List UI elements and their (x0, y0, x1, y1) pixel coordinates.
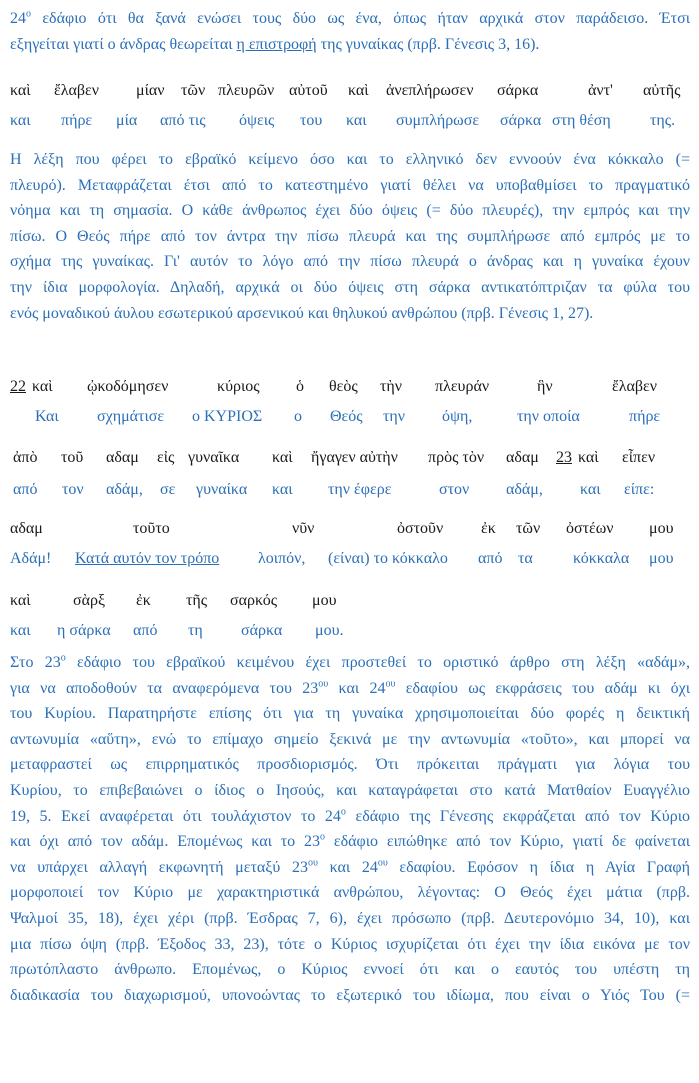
modern-word: κόκκαλα (573, 550, 630, 567)
commentary-line: μια πίσω όψη (πρβ. Έξοδος 33, 23), τότε ο Κύριος ισχυρίζεται ότι έχει την ίδια εικόνα με τον (10, 935, 690, 953)
modern-word: της. (650, 112, 676, 129)
greek-word: καὶ (272, 449, 293, 466)
modern-word: από (478, 550, 503, 567)
modern-word: και (346, 112, 367, 129)
modern-word: από (133, 622, 158, 639)
greek-word: εἰς (157, 449, 175, 466)
greek-word: καὶ (578, 449, 599, 466)
commentary-line: πρωτόπλαστο άνθρωπο. Επομένως, ο Κύριος εννοεί ότι και ο εαυτός του υπέστη τη (10, 961, 690, 979)
commentary-line: αντωνυμία «αὕτη», ενώ το επίμαχο σημείο ξεκινά με την αντωνυμία «τοῦτο», και μπορεί να (10, 730, 690, 748)
modern-word: στον (439, 481, 470, 498)
greek-word: ᾠκοδόμησεν (87, 378, 169, 395)
modern-word: την έφερε (328, 481, 392, 498)
modern-word: λοιπόν, (258, 550, 306, 567)
underlined-phrase: η επιστροφή (236, 35, 317, 53)
intro-paragraph (10, 6, 690, 57)
modern-word: η σάρκα (57, 622, 111, 639)
commentary-line: σχήμα της γυναίκας. Γι' αυτόν το λόγο από την πίσω πλευρά ο άνδρας και η γυναίκα έχουν (10, 253, 690, 271)
modern-word: πήρε (629, 408, 661, 425)
interlinear-3-modern (10, 479, 690, 501)
verse-number: 23 (556, 449, 572, 466)
greek-word: εἶπεν (622, 449, 656, 466)
commentary-line: μορφοποιεί τον Κύριο με χαρακτηριστικά ανθρώπου, λέγοντας: Ο Θεός έχει μάτια (πρβ. (10, 884, 690, 902)
greek-word: ἣν (537, 378, 553, 395)
modern-word: Θεός (330, 408, 363, 425)
interlinear-3-greek (10, 447, 690, 469)
modern-word: σε (160, 481, 176, 498)
greek-word: ὁ (296, 378, 304, 395)
commentary-line: ενός μοναδικού άυλου εσωτερικού αρσενικού και θηλυκού ανθρώπου (πρβ. Γένεσις 1, 27). (10, 304, 594, 322)
modern-word: αδάμ, (106, 481, 143, 498)
greek-word: τῆς (186, 592, 208, 609)
interlinear-2-greek (10, 376, 690, 398)
greek-word: σαρκός (230, 592, 278, 609)
interlinear-5-greek (10, 590, 690, 612)
greek-word: ἔλαβεν (612, 378, 657, 395)
greek-word: κύριος (217, 378, 260, 395)
commentary-line: πίσω. Ο Θεός πήρε από τον άντρα την πίσω πλευρά και της συμπλήρωσε από εμπρός με το (10, 227, 690, 245)
commentary-line: την ίδια μορφολογία. Δηλαδή, αρχικά οι δύο όψεις στη σάρκα αντικατόπτριζαν τα φύλα του (10, 278, 690, 296)
modern-word: σχημάτισε (97, 408, 165, 425)
commentary-paragraph-1 (10, 147, 690, 326)
commentary-line: του Κυρίου. Παρατηρήστε επίσης ότι για τη γυναίκα χρησιμοποιείται δύο φορές η δεικτική (10, 705, 690, 723)
commentary-line: να υπάρχει αλλαγή εκφωνητή μεταξύ $23^{o\upsilon}$ και $24^{o\upsilon}$ εδαφίου. Εφόσον η ίδια η Αγία Γραφή (10, 857, 691, 876)
interlinear-1-modern (10, 110, 690, 132)
modern-word: τα (518, 550, 533, 567)
commentary-line: 19, 5. Εκεί αναφέρεται ότι τουλάχιστον το $24^o$ εδάφιο της Γένεσης εκφράζεται από τον Κύριο (10, 806, 691, 825)
greek-word: μου (649, 520, 674, 537)
commentary-paragraph-2 (10, 650, 690, 1008)
interlinear-4-greek (10, 518, 690, 540)
modern-word: σάρκα (241, 622, 283, 639)
greek-word: σάρκα (497, 82, 539, 99)
modern-word: Αδάμ! (10, 550, 52, 567)
commentary-line: Η λέξη που φέρει το εβραϊκό κείμενο όσο και το ελληνικό δεν εννοούν ένα κόκκαλο (= (10, 151, 690, 168)
greek-word: καὶ (10, 82, 31, 99)
greek-word: μίαν (136, 82, 165, 99)
underlined-phrase: Κατά αυτόν τον τρόπο (75, 550, 220, 567)
modern-word: την οποία (517, 408, 580, 425)
modern-word: από τις (160, 112, 206, 129)
greek-word: ἐκ (481, 520, 496, 537)
modern-word: και (10, 622, 31, 639)
commentary-line: πλευρό). Μεταφράζεται έτσι από το κατεστημένο γιατί θέλει να υποβαθμίσει το πραγματικό (10, 176, 690, 194)
greek-word: θεὸς (329, 378, 358, 395)
greek-word: πλευράν (435, 378, 490, 395)
greek-word: αὐτοῦ (289, 82, 328, 99)
modern-word: Και (35, 408, 59, 425)
commentary-line: για να αποδοθούν τα αναφερόμενα του $23^{o\upsilon}$ και $24^{o\upsilon}$ εδαφίου ως εκφράσεις του αδάμ κι όχι (10, 678, 691, 697)
greek-word: ὀστέων (566, 520, 614, 537)
modern-word: την (383, 408, 406, 425)
modern-word: (είναι) το κόκκαλο (328, 550, 448, 567)
modern-word: γυναίκα (196, 481, 248, 498)
modern-word: τον (62, 481, 84, 498)
modern-word: τη (188, 622, 203, 639)
commentary-line: μεταφραστεί ως επιρρηματικός προσδιορισμός. Ότι πρόκειται πράγματι για λόγια του (10, 756, 690, 774)
verse-number: 22 (10, 378, 26, 395)
modern-word: ο ΚΥΡΙΟΣ (192, 408, 263, 425)
greek-word: πλευρῶν (218, 82, 275, 99)
commentary-line: νόημα και τη σημασία. Ο κάθε άνθρωπος έχει δύο όψεις (= δύο πλευρές), την εμπρός και την (10, 202, 690, 220)
greek-word: ἀντ' (588, 82, 613, 99)
modern-word: του (300, 112, 323, 129)
greek-word: τῶν (181, 82, 206, 99)
greek-word: σὰρξ (73, 592, 106, 609)
modern-word: σάρκα (500, 112, 542, 129)
greek-word: καὶ (10, 592, 31, 609)
intro-line-1: $24^o$ εδάφιο ότι θα ξανά ενώσει τους δύο ως ένα, όπως ήταν αρχικά στον παράδεισο. Έτσι (10, 8, 690, 27)
greek-word: ἔλαβεν (54, 82, 99, 99)
modern-word: ο (294, 408, 302, 425)
modern-word: και (10, 112, 31, 129)
interlinear-2-modern (10, 406, 690, 428)
greek-word: καὶ (348, 82, 369, 99)
commentary-line: Ψαλμοί 35, 18), έχει χέρι (πρβ. Έσδρας 7, 6), έχει πρόσωπο (πρβ. Δευτερονόμιο 34, 10), και (10, 909, 690, 927)
greek-word: ἐκ (136, 592, 151, 609)
modern-word: από (13, 481, 38, 498)
greek-word: αδαμ (106, 449, 139, 466)
modern-word: μία (116, 112, 138, 129)
greek-word: πρὸς τὸν (428, 449, 485, 466)
modern-word: και (580, 481, 601, 498)
greek-word: τὴν (380, 378, 403, 395)
modern-word: μου. (315, 622, 344, 639)
modern-word: είπε: (624, 481, 655, 498)
greek-word: γυναῖκα (188, 449, 240, 466)
interlinear-4-modern (10, 548, 690, 570)
greek-word: αδαμ (10, 520, 43, 537)
commentary-line: Κυρίου, το επιβεβαιώνει ο ίδιος ο Ιησούς, και καταγράφεται στο κατά Ματθαίον Ευαγγέλιο (10, 781, 690, 799)
greek-word: μου (312, 592, 337, 609)
modern-word: μου (649, 550, 674, 567)
greek-word: ἀπὸ (13, 449, 38, 466)
commentary-line: και όχι από τον αδάμ. Επομένως και το $23^o$ εδάφιο ειπώθηκε από τον Κύριο, γιατί δε φαίνεται (10, 831, 690, 851)
greek-word: τοῦτο (133, 520, 170, 537)
greek-word: ἀνεπλήρωσεν (386, 82, 474, 99)
commentary-line: διαδικασία του διαχωρισμού, υπονοώντας το εξωτερικό του ιδίωμα, που είναι ο Υιός Του (= (10, 986, 690, 1004)
modern-word: συμπλήρωσε (396, 112, 480, 129)
greek-word: ἤγαγεν αὐτὴν (311, 449, 398, 466)
greek-word: καὶ (32, 378, 53, 395)
modern-word: αδάμ, (506, 481, 543, 498)
commentary-line: Στο $23^o$ εδάφιο του εβραϊκού κειμένου έχει προστεθεί το οριστικό άρθρο στη λέξη «αδάμ», (10, 652, 690, 671)
greek-word: τοῦ (61, 449, 84, 466)
greek-word: τῶν (516, 520, 541, 537)
modern-word: όψη, (442, 408, 473, 425)
modern-word: και (272, 481, 293, 498)
greek-word: ὀστοῦν (397, 520, 444, 537)
modern-word: στη θέση (552, 112, 611, 129)
greek-word: νῦν (292, 520, 315, 537)
interlinear-1-greek (10, 80, 690, 102)
interlinear-5-modern (10, 620, 690, 642)
modern-word: πήρε (61, 112, 93, 129)
greek-word: αὐτῆς (643, 82, 681, 99)
modern-word: όψεις (239, 112, 275, 129)
greek-word: αδαμ (506, 449, 539, 466)
intro-line-2: εξηγείται γιατί ο άνδρας θεωρείται η επιστροφή της γυναίκας (πρβ. Γένεσις 3, 16). (10, 35, 540, 53)
